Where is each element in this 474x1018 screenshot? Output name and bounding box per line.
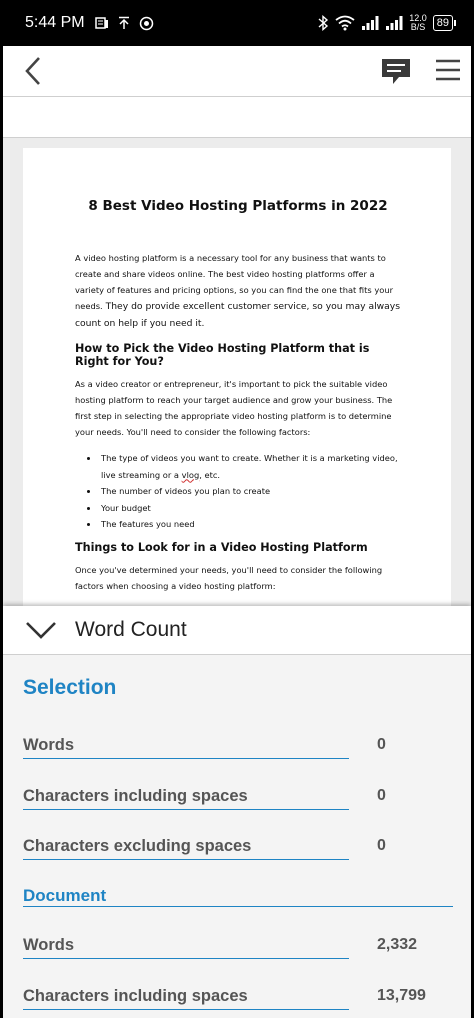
document-chars-with-spaces-label: Characters including spaces: [23, 987, 349, 1010]
status-left-icons: [95, 16, 154, 31]
back-button[interactable]: [17, 54, 51, 88]
spelling-error-word: vlog: [181, 469, 200, 480]
status-right-icons: [317, 14, 453, 32]
selection-chars-no-spaces-value: 0: [377, 837, 386, 854]
chevron-down-icon: [23, 616, 59, 644]
selection-chars-no-spaces-row: [23, 837, 471, 867]
list-item-1-text-end: , etc.: [199, 469, 221, 480]
document-heading-2: Things to Look for in a Video Hosting Platform: [75, 540, 368, 554]
status-time: 5:44 PM: [25, 14, 85, 31]
document-words-value: 2,332: [377, 936, 418, 953]
news-icon: [95, 16, 109, 30]
document-words-row: [23, 936, 471, 966]
document-section-title: Document: [23, 886, 107, 905]
comment-button[interactable]: [379, 56, 413, 88]
list-item-1-text: The type of videos you want to create. Whether it is a marketing video, live streaming or a: [101, 453, 398, 480]
selection-section-title: Selection: [23, 676, 117, 699]
menu-icon: [433, 56, 463, 86]
network-speed-value: 12.0: [409, 13, 427, 23]
network-speed-unit: B/S: [410, 22, 426, 32]
list-item: • The number of videos you plan to create: [99, 483, 401, 500]
document-paragraph-3: Once you've determined your needs, you'll need to consider the following factors when choosing a video hosting platform:: [75, 564, 383, 591]
selection-words-value: 0: [377, 736, 386, 753]
document-view[interactable]: [3, 138, 471, 606]
document-heading-1: How to Pick the Video Hosting Platform that is Right for You?: [75, 342, 370, 368]
word-count-title: Word Count: [75, 618, 187, 641]
selection-words-label: Words: [23, 736, 349, 759]
status-bar: [3, 0, 471, 46]
document-paragraph-1: [75, 250, 401, 332]
list-item: • The features you need: [99, 516, 401, 533]
comment-icon: [379, 56, 413, 88]
word-count-header: [3, 606, 471, 655]
coin-icon: [139, 16, 154, 31]
top-toolbar: [3, 46, 471, 97]
selection-chars-with-spaces-value: 0: [377, 787, 386, 804]
selection-chars-no-spaces-label: Characters excluding spaces: [23, 837, 349, 860]
document-words-label: Words: [23, 936, 349, 959]
secondary-toolbar: [3, 97, 471, 138]
document-chars-with-spaces-value: 13,799: [377, 987, 426, 1004]
upload-icon: [117, 16, 131, 30]
signal-icon-2: [385, 15, 403, 31]
paragraph-1-text: A video hosting platform is a necessary tool for any business that wants to create and share videos online. The best video hosting platforms offer a variety of features and pricing options, so you can find the one that fits your needs.: [75, 253, 394, 311]
back-icon: [17, 54, 51, 88]
battery-level: 89: [436, 17, 449, 29]
word-count-panel: [3, 606, 471, 1018]
selection-chars-with-spaces-label: Characters including spaces: [23, 787, 349, 810]
selection-chars-with-spaces-row: [23, 787, 471, 817]
list-item: • Your budget: [99, 500, 401, 517]
signal-icon: [361, 15, 379, 31]
wifi-icon: [335, 15, 355, 31]
document-title: 8 Best Video Hosting Platforms in 2022: [88, 198, 388, 214]
document-chars-with-spaces-row: [23, 987, 471, 1017]
document-section-divider: [23, 906, 453, 907]
menu-button[interactable]: [433, 56, 463, 86]
list-item: [99, 450, 401, 483]
battery-icon: [433, 15, 453, 31]
document-page[interactable]: [23, 148, 451, 606]
selection-words-row: [23, 736, 471, 766]
network-speed: [409, 14, 427, 32]
document-list: [75, 450, 401, 533]
paragraph-1-text-b: They do provide excellent customer service, so you may always count on help if you need it.: [75, 301, 400, 329]
collapse-panel-button[interactable]: [23, 616, 59, 644]
bluetooth-icon: [317, 15, 329, 31]
document-paragraph-2: As a video creator or entrepreneur, it's important to pick the suitable video hosting platform to reach your target audience and grow your business. The first step in selecting the appropriate video hosting platform is to determine your needs. You'll need to consider the following factors:: [75, 379, 393, 437]
